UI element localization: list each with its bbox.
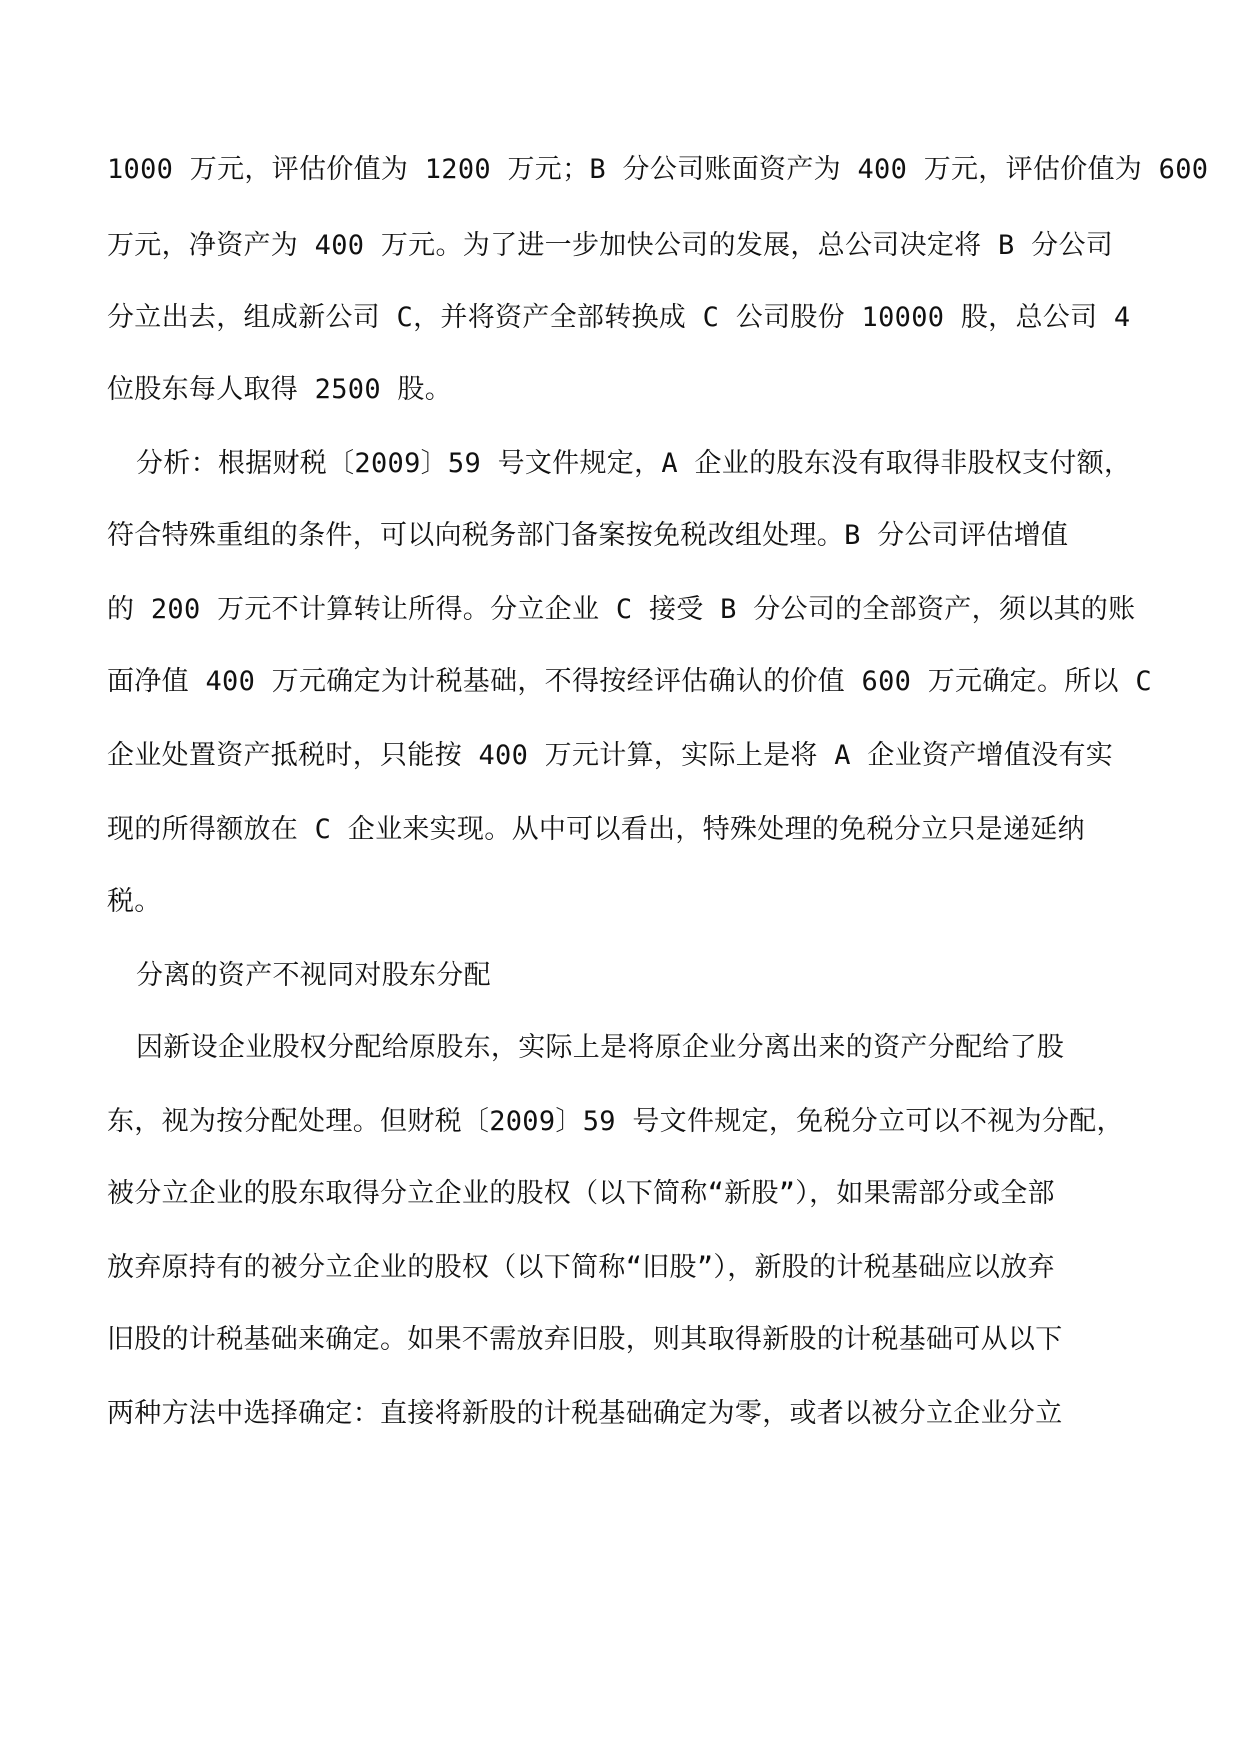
text-line: 1000 万元，评估价值为 1200 万元；B 分公司账面资产为 400 万元，评估价值为 600: [107, 154, 1209, 185]
text-line: 分立出去，组成新公司 C，并将资产全部转换成 C 公司股份 10000 股，总公司 4: [107, 302, 1131, 333]
text-line: 两种方法中选择确定：直接将新股的计税基础确定为零，或者以被分立企业分立: [107, 1398, 1063, 1429]
text-line: 旧股的计税基础来确定。如果不需放弃旧股，则其取得新股的计税基础可从以下: [107, 1324, 1063, 1355]
text-line: 被分立企业的股东取得分立企业的股权（以下简称“新股”），如果需部分或全部: [107, 1178, 1055, 1209]
text-line: 符合特殊重组的条件，可以向税务部门备案按免税改组处理。B 分公司评估增值: [107, 520, 1069, 551]
text-line: 的 200 万元不计算转让所得。分立企业 C 接受 B 分公司的全部资产，须以其的账: [107, 594, 1136, 625]
text-line: 因新设企业股权分配给原股东，实际上是将原企业分离出来的资产分配给了股: [136, 1032, 1065, 1063]
text-line: 面净值 400 万元确定为计税基础，不得按经评估确认的价值 600 万元确定。所以 C: [107, 666, 1152, 697]
text-line: 分析：根据财税〔2009〕59 号文件规定，A 企业的股东没有取得非股权支付额，: [136, 448, 1132, 479]
text-line: 东，视为按分配处理。但财税〔2009〕59 号文件规定，免税分立可以不视为分配，: [107, 1106, 1124, 1137]
text-line: 企业处置资产抵税时，只能按 400 万元计算，实际上是将 A 企业资产增值没有实: [107, 740, 1114, 771]
text-line: 放弃原持有的被分立企业的股权（以下简称“旧股”），新股的计税基础应以放弃: [107, 1252, 1055, 1283]
section-heading: 分离的资产不视同对股东分配: [136, 960, 491, 991]
text-line: 税。: [107, 886, 162, 917]
text-line: 现的所得额放在 C 企业来实现。从中可以看出，特殊处理的免税分立只是递延纳: [107, 814, 1085, 845]
text-line: 万元，净资产为 400 万元。为了进一步加快公司的发展，总公司决定将 B 分公司: [107, 230, 1114, 261]
text-line: 位股东每人取得 2500 股。: [107, 374, 453, 405]
